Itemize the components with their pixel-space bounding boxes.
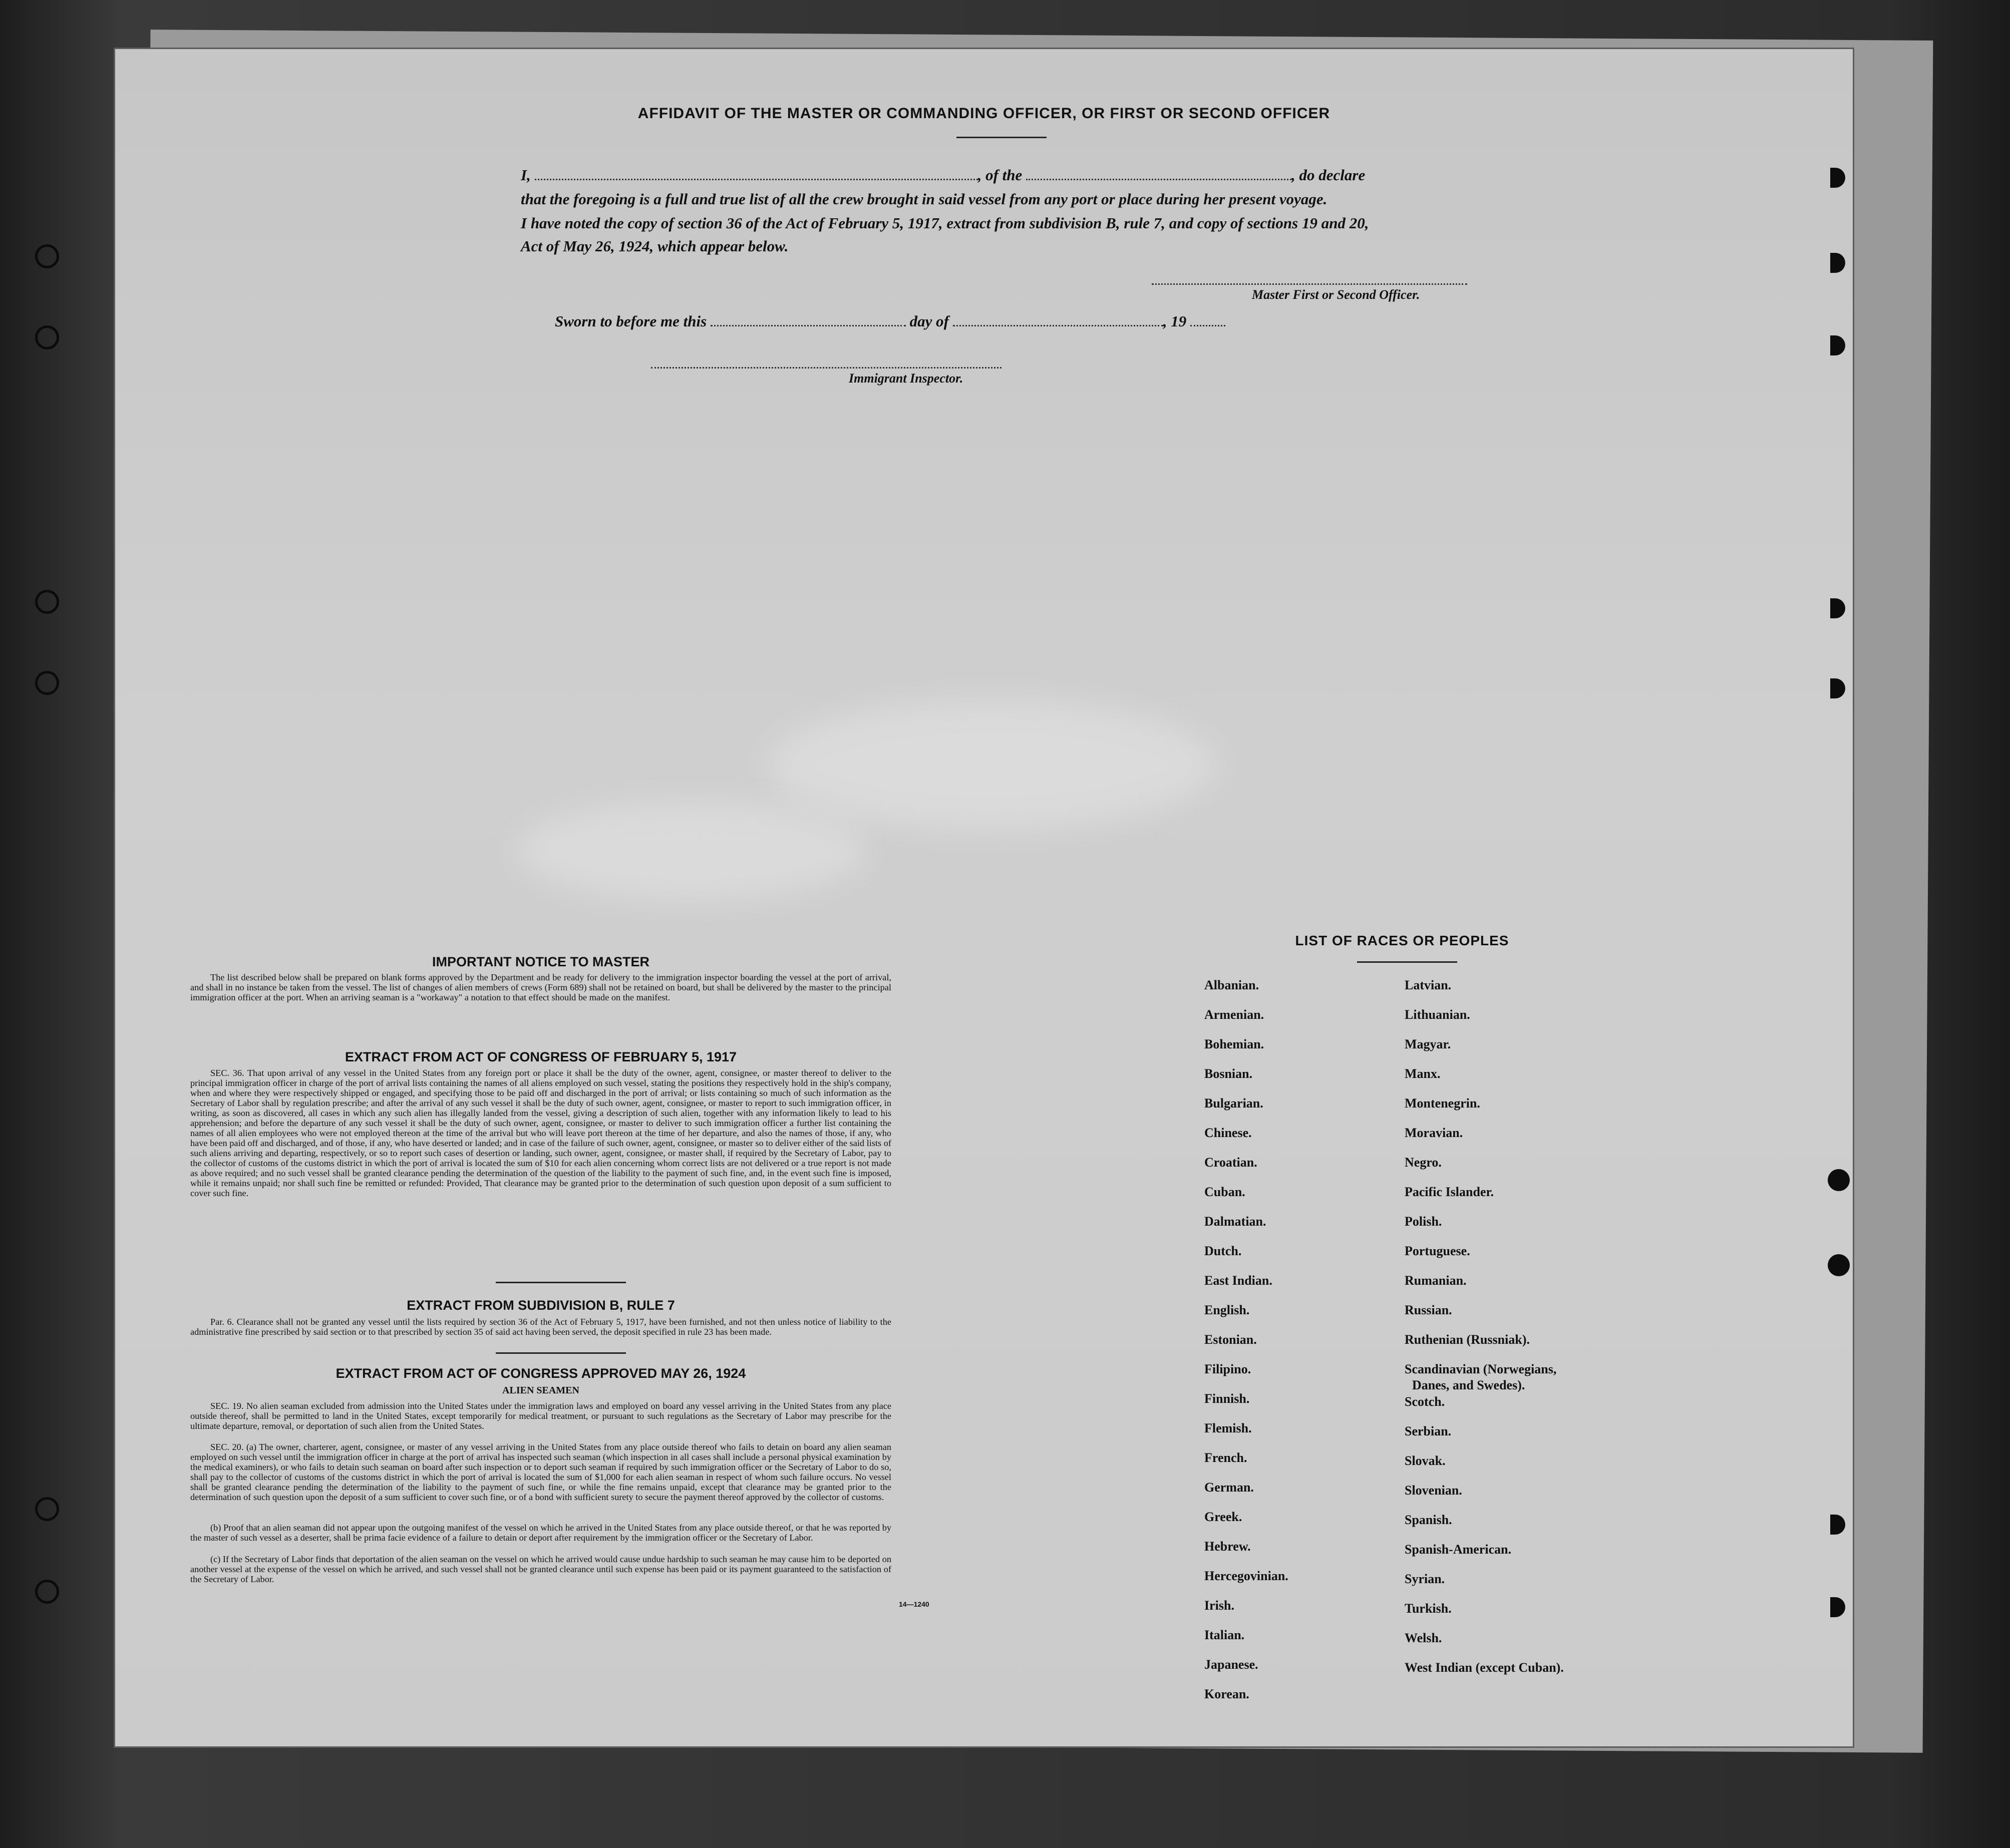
race-item: Russian. — [1405, 1303, 1452, 1317]
race-item: Albanian. — [1204, 978, 1259, 992]
vessel-blank — [1026, 175, 1291, 180]
punch-hole — [1828, 1169, 1850, 1191]
race-item: English. — [1204, 1303, 1250, 1317]
inspector-signature-line — [651, 367, 1001, 368]
race-item: Italian. — [1204, 1628, 1245, 1642]
notice-body: The list described below shall be prepared on blank forms approved by the Department and be ready for delivery to the immigration inspector boarding the vessel at the port of arrival, and shall in no instance be taken from the vessel. The list of changes of alien members of crews (Form 689) shall not be retained on board, but shall be delivered by the master to the principal immigration officer at the port. When an arriving seaman is a "workaway" a notation to that effect should be made on the manifest. — [190, 972, 891, 1002]
race-item: Magyar. — [1405, 1037, 1451, 1051]
sworn-day-of: day of — [909, 312, 949, 330]
race-item: Ruthenian (Russniak). — [1405, 1332, 1530, 1347]
affidavit-line-3: I have noted the copy of section 36 of the Act of February 5, 1917, extract from subdivision B, rule 7, and copy of sections 19 and 20, — [521, 214, 1369, 232]
race-item: Irish. — [1204, 1598, 1234, 1613]
sec19-body: SEC. 19. No alien seaman excluded from admission into the United States under the immigration laws and employed on board any vessel arriving in the United States from any place outside thereof, shall be permitted to land in the United States, except temporarily for medical treatment, or pursuant to such regulations as the Secretary of Labor may prescribe for the ultimate departure, removal, or deportation of such alien from the United States. — [190, 1401, 891, 1431]
race-item: Slovenian. — [1405, 1483, 1462, 1498]
race-item: Hebrew. — [1204, 1539, 1251, 1554]
race-item: Turkish. — [1405, 1601, 1452, 1616]
race-item: East Indian. — [1204, 1273, 1272, 1288]
affidavit-title: AFFIDAVIT OF THE MASTER OR COMMANDING OFFICER, OR FIRST OR SECOND OFFICER — [637, 105, 1330, 122]
binder-ring — [35, 325, 59, 349]
race-item: Chinese. — [1204, 1126, 1252, 1140]
race-item: Armenian. — [1204, 1007, 1264, 1022]
race-item: Korean. — [1204, 1687, 1249, 1701]
extract-1917-body: SEC. 36. That upon arrival of any vessel in the United States from any foreign port or place it shall be the duty of the owner, agent, consignee, or master thereof to deliver to the principal immigration officer in charge of the port of arrival lists containing the names of all aliens employed on such vessel, stating the positions they respectively hold in the ship's company, when and where they were respectively shipped or engaged, and specifying those to be paid off and discharged in the port of arrival; or lists containing so much of such information as the Secretary of Labor shall by regulation prescribe; and after the arrival of any such vessel it shall be the duty of such owner, agent, consignee, or master to report to such immigration officer, in writing, as soon as discovered, all cases in which any such alien has illegally landed from the vessel, giving a description of such alien, together with any information likely to lead to his apprehension; and before the departure of any such vessel it shall be the duty of such owner, agent, consignee, or master to deliver to such immigration officer a further list containing the names of all alien employees who were not employed thereon at the time of the arrival but who will leave port thereon at the time of her departure, and also the names of those, if any, who have been paid off and discharged, and of those, if any, who have deserted or landed; and in case of the failure of such owner, agent, consignee, or master so to deliver either of the said lists of such aliens arriving and departing, respectively, or so to report such cases of desertion or landing, such owner, agent, consignee, or master shall, if required by the Secretary of Labor, pay to the collector of customs of the customs district in which the port of arrival is located the sum of $10 for each alien concerning whom correct lists are not delivered or a true report is not made as above required; and no such vessel shall be granted clearance pending the determination of the question of the liability to the payment of such fine, and, in the event such fine is imposed, while it remains unpaid; nor shall such fine be remitted or refunded: Provided, That clearance may be granted prior to the determination of such question upon deposit of a sum sufficient to cover such fine. — [190, 1068, 891, 1198]
section-rule — [496, 1352, 626, 1354]
race-item: Moravian. — [1405, 1126, 1463, 1140]
race-item: West Indian (except Cuban). — [1405, 1660, 1564, 1675]
inspector-label: Immigrant Inspector. — [849, 371, 963, 386]
affidavit-i: I, — [521, 166, 531, 184]
binder-ring — [35, 244, 59, 268]
race-item: Japanese. — [1204, 1657, 1258, 1672]
race-item: Polish. — [1405, 1214, 1442, 1229]
race-item: Hercegovinian. — [1204, 1569, 1288, 1583]
affidavit-line-1 — [521, 163, 1365, 187]
race-item: Croatian. — [1204, 1155, 1257, 1170]
master-label: Master First or Second Officer. — [1252, 287, 1420, 302]
master-signature-line — [1152, 283, 1467, 285]
affidavit-of-the: , of the — [977, 166, 1023, 184]
name-blank — [535, 175, 978, 180]
extract-1924-subtitle: ALIEN SEAMEN — [502, 1385, 579, 1396]
form-number: 14—1240 — [899, 1600, 929, 1608]
race-item: Finnish. — [1204, 1391, 1250, 1406]
race-item: German. — [1204, 1480, 1254, 1495]
race-item: Bohemian. — [1204, 1037, 1264, 1051]
affidavit-line-4: Act of May 26, 1924, which appear below. — [521, 237, 789, 255]
sworn-prefix: Sworn to before me this — [555, 312, 707, 330]
race-item: Pacific Islander. — [1405, 1185, 1494, 1199]
stain — [516, 800, 866, 900]
sworn-month-blank — [953, 321, 1163, 326]
race-item: Syrian. — [1405, 1572, 1445, 1586]
extract-1917-title: EXTRACT FROM ACT OF CONGRESS OF FEBRUARY 5, 1917 — [345, 1049, 737, 1064]
race-item: Estonian. — [1204, 1332, 1257, 1347]
race-item: Rumanian. — [1405, 1273, 1467, 1288]
sec20b-body: (b) Proof that an alien seaman did not appear upon the outgoing manifest of the vessel on which he arrived in the United States from any place outside thereof, or that he was reported by the master of such vessel as a deserter, shall be prima facie evidence of a failure to detain or deport after requirement by the immigration officer or the Secretary of Labor. — [190, 1523, 891, 1543]
races-title: LIST OF RACES OR PEOPLES — [1295, 933, 1509, 948]
affidavit-line-2: that the foregoing is a full and true list of all the crew brought in said vessel from any port or place during her present voyage. — [521, 190, 1327, 208]
stain — [766, 700, 1217, 830]
extract-rule7-body: Par. 6. Clearance shall not be granted any vessel until the lists required by section 36 of the Act of February 5, 1917, have been furnished, and not then unless notice of liability to the administrative fine prescribed by said section or to that prescribed by section 35 of said act having been served, the deposit specified in rule 23 has been made. — [190, 1317, 891, 1337]
race-item: Welsh. — [1405, 1631, 1442, 1645]
extract-rule7-title: EXTRACT FROM SUBDIVISION B, RULE 7 — [407, 1298, 675, 1313]
race-item: Filipino. — [1204, 1362, 1251, 1376]
race-item: Slovak. — [1405, 1453, 1446, 1468]
race-item: Scotch. — [1405, 1394, 1445, 1409]
sworn-day-blank — [711, 321, 906, 326]
race-item: Cuban. — [1204, 1185, 1245, 1199]
punch-hole — [1828, 1254, 1850, 1276]
binder-ring — [35, 590, 59, 614]
sec20c-body: (c) If the Secretary of Labor finds that deportation of the alien seaman on the vessel on which he arrived would cause undue hardship to such seaman he may cause him to be deported on another vessel at the expense of the vessel on which he arrived, and such vessel shall not be granted clearance until such expense has been paid or its payment guaranteed to the satisfaction of the Secretary of Labor. — [190, 1554, 891, 1584]
race-item: Bosnian. — [1204, 1066, 1253, 1081]
race-item: Manx. — [1405, 1066, 1441, 1081]
race-item: French. — [1204, 1450, 1247, 1465]
race-item: Scandinavian (Norwegians, — [1405, 1362, 1557, 1376]
races-rule — [1357, 961, 1457, 963]
binder-ring — [35, 1580, 59, 1604]
race-item: Dutch. — [1204, 1244, 1242, 1258]
race-item: Spanish. — [1405, 1513, 1452, 1527]
race-item: Latvian. — [1405, 978, 1452, 992]
sworn-year-blank — [1190, 321, 1225, 326]
sworn-line — [555, 309, 1225, 333]
race-item: Lithuanian. — [1405, 1007, 1470, 1022]
sworn-year: , 19 — [1163, 312, 1187, 330]
section-rule — [496, 1282, 626, 1283]
race-item: Negro. — [1405, 1155, 1442, 1170]
race-item: Bulgarian. — [1204, 1096, 1263, 1111]
manifest-page — [115, 49, 1853, 1746]
binder-ring — [35, 1497, 59, 1521]
race-item: Spanish-American. — [1405, 1542, 1512, 1557]
binder-ring — [35, 671, 59, 695]
sec20a-body: SEC. 20. (a) The owner, charterer, agent, consignee, or master of any vessel arriving in the United States from any place outside thereof who fails to detain on board any alien seaman employed on such vessel until the immigration officer in charge at the port of arrival has inspected such seaman (which inspection in all cases shall include a personal physical examination by the medical examiners), or who fails to detain such seaman on board after such inspection or to deport such seaman if required by such immigration officer or the Secretary of Labor to do so, shall pay to the collector of customs of the customs district in which the port of arrival is located the sum of $1,000 for each alien seaman in respect of whom such failure occurs. No vessel shall be granted clearance pending the determination of the liability to the payment of such fine, or while the fine remains unpaid, except that clearance may be granted prior to the determination of such question upon the deposit of a sum sufficient to cover such fine, or of a bond with sufficient surety to secure the payment thereof approved by the collector of customs. — [190, 1442, 891, 1502]
race-item: Greek. — [1204, 1510, 1242, 1524]
race-item: Montenegrin. — [1405, 1096, 1480, 1111]
title-rule — [956, 137, 1047, 138]
affidavit-declare: , do declare — [1291, 166, 1366, 184]
notice-title: IMPORTANT NOTICE TO MASTER — [432, 954, 649, 969]
extract-1924-title: EXTRACT FROM ACT OF CONGRESS APPROVED MAY 26, 1924 — [336, 1366, 746, 1381]
race-item: Portuguese. — [1405, 1244, 1470, 1258]
race-item: Danes, and Swedes). — [1412, 1378, 1525, 1392]
race-item: Serbian. — [1405, 1424, 1452, 1438]
race-item: Flemish. — [1204, 1421, 1252, 1435]
race-item: Dalmatian. — [1204, 1214, 1266, 1229]
